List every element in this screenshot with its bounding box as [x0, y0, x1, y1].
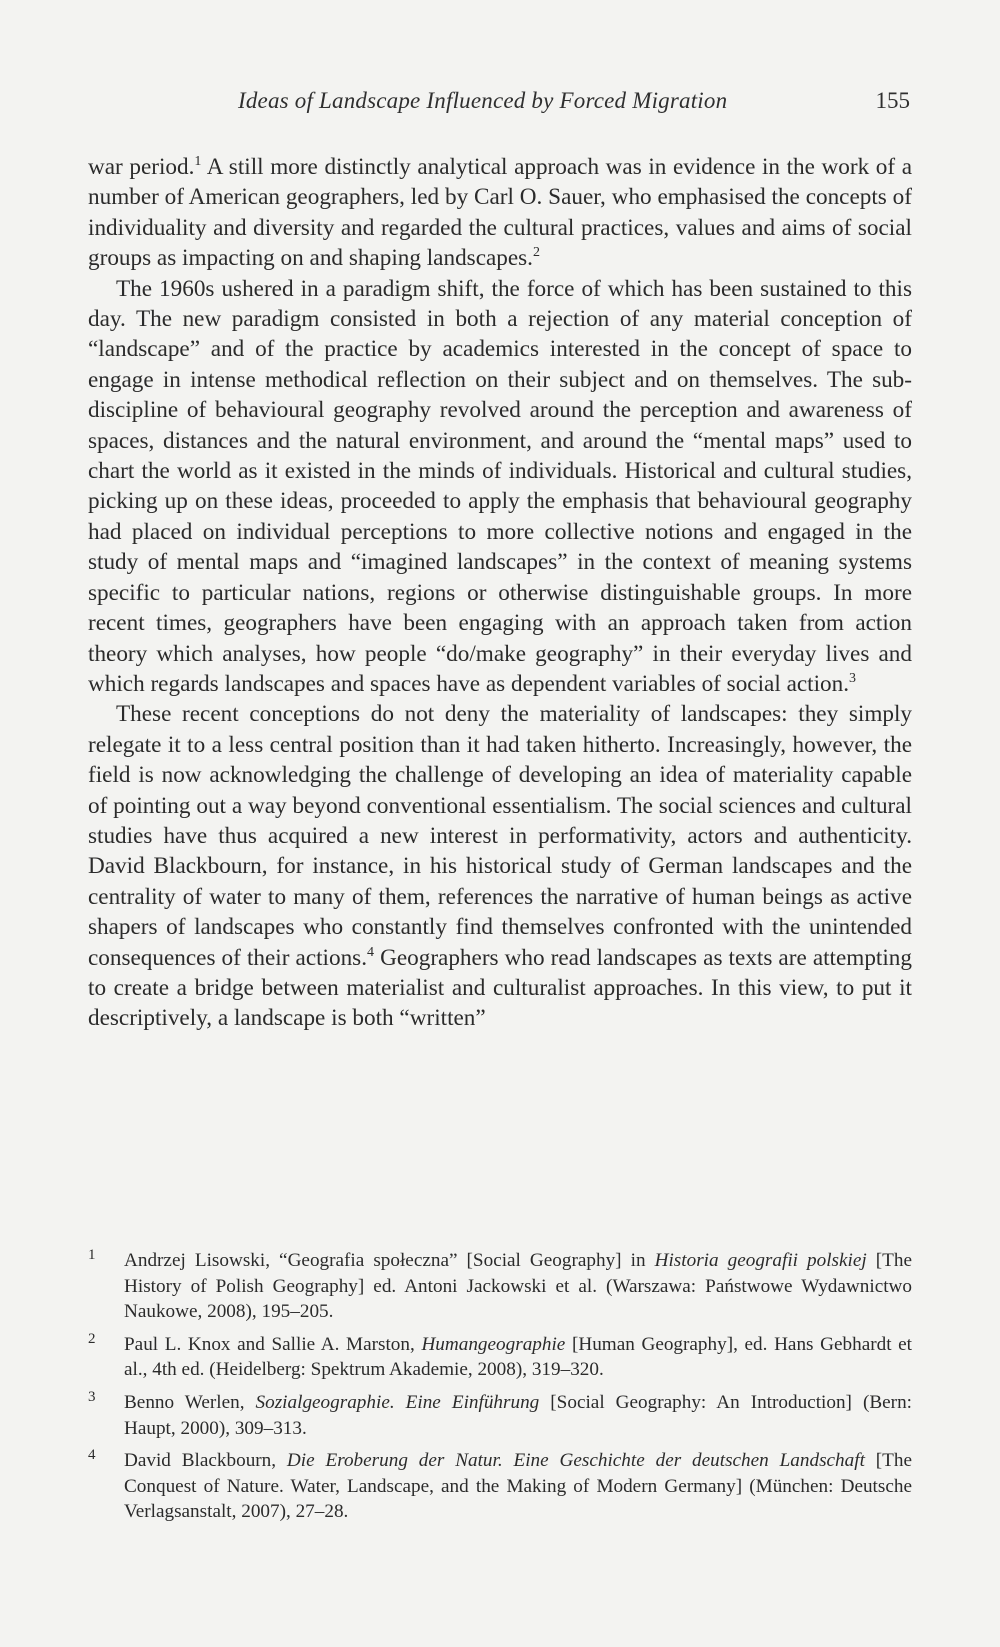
- paragraph-3-text-b: Geographers who read landscapes as texts are attempting to create a bridge between materialist and culturalist approaches. In this view, to put it descriptively, a landscape is both “written”: [88, 944, 912, 1032]
- footnote-text: Benno Werlen,: [124, 1391, 256, 1413]
- footnote-ref-4: 4: [367, 944, 375, 960]
- footnote: [88, 1390, 912, 1441]
- footnote-title: Historia geografii polskiej: [654, 1250, 867, 1271]
- footnote-number: 1: [88, 1247, 96, 1263]
- footnote-number: 2: [88, 1330, 96, 1347]
- footnote: [88, 1332, 912, 1383]
- footnotes: [88, 1248, 912, 1532]
- paragraph-1-text-b: A still more distinctly analytical approach was in evidence in the work of a number of American geographers, led by Carl O. Sauer, who emphasised the concepts of individuality and diversity and regarded the cultural practices, values and aims of social groups as impacting on and shaping landscapes.: [88, 154, 913, 272]
- footnote-text: [Social Geography: An Introduction] (Bern: Haupt, 2000), 309–313.: [124, 1391, 912, 1439]
- footnote: [88, 1248, 912, 1325]
- footnote-text: [The Conquest of Nature. Water, Landscape, and the Making of Modern Germany] (München: Deutsche Verlagsanstalt, 2007), 27–28.: [124, 1450, 912, 1523]
- footnote: [88, 1448, 912, 1525]
- footnote-text: [The History of Polish Geography] ed. Antoni Jackowski et al. (Warszawa: Państwowe Wydawnictwo Naukowe, 2008), 195–205.: [124, 1250, 912, 1323]
- footnote-number: 3: [88, 1388, 96, 1405]
- footnote-number: 4: [88, 1447, 96, 1464]
- footnote-text: David Blackbourn,: [124, 1450, 287, 1472]
- footnote-text: Paul L. Knox and Sallie A. Marston,: [124, 1333, 422, 1355]
- paragraph-3: [88, 699, 912, 1033]
- footnote-title: Die Eroberung der Natur. Eine Geschichte der deutschen Landschaft: [286, 1450, 865, 1472]
- main-text: [88, 152, 912, 1034]
- paragraph-3-text-a: These recent conceptions do not deny the materiality of landscapes: they simply relegate it to a less central position than it had taken hitherto. Increasingly, however, the field is now acknowledging the challenge of developing an idea of materiality capable of pointing out a way beyond conventional essentialism. The social sciences and cultural studies have thus acquired a new interest in performativity, actors and authenticity. David Blackbourn, for instance, in his historical study of German landscapes and the centrality of water to many of them, references the narrative of human beings as active shapers of landscapes who constantly find themselves confronted with the unintended consequences of their actions.: [88, 701, 912, 971]
- running-title: Ideas of Landscape Influenced by Forced Migration: [238, 88, 728, 113]
- paragraph-2-text: The 1960s ushered in a paradigm shift, the force of which has been sustained to this day. The new paradigm consisted in both a rejection of any material conception of “landscape” and of the practice by academics interested in the concept of space to engage in intense methodical reflection on their subject and on themselves. The sub-discipline of behavioural geography revolved around the perception and awareness of spaces, distances and the natural environment, and around the “mental maps” used to chart the world as it existed in the minds of individuals. Historical and cultural studies, picking up on these ideas, proceeded to apply the emphasis that behavioural geography had placed on individual perceptions to more collective notions and engaged in the study of mental maps and “imagined landscapes” in the context of meaning systems specific to particular nations, regions or otherwise distinguishable groups. In more recent times, geographers have been engaging with an approach taken from action theory which analyses, how people “do/make geography” in their everyday lives and which regards landscapes and spaces have as dependent variables of social action.: [88, 275, 912, 697]
- footnote-title: Humangeographie: [421, 1333, 566, 1355]
- footnote-text: Andrzej Lisowski, “Geografia społeczna” [Social Geography] in: [124, 1250, 655, 1271]
- paragraph-2: [88, 274, 912, 700]
- paragraph-1-text-a: war period.: [88, 154, 195, 180]
- paragraph-1: [88, 152, 912, 274]
- footnote-ref-3: 3: [849, 670, 857, 686]
- running-header: [90, 88, 910, 124]
- page-number: 155: [875, 88, 910, 113]
- footnote-ref-2: 2: [532, 245, 540, 261]
- footnote-text: [Human Geography], ed. Hans Gebhardt et al., 4th ed. (Heidelberg: Spektrum Akademie, 2008), 319–320.: [124, 1333, 913, 1381]
- footnote-title: Sozialgeographie. Eine Einführung: [255, 1391, 540, 1413]
- footnote-ref-1: 1: [194, 154, 202, 169]
